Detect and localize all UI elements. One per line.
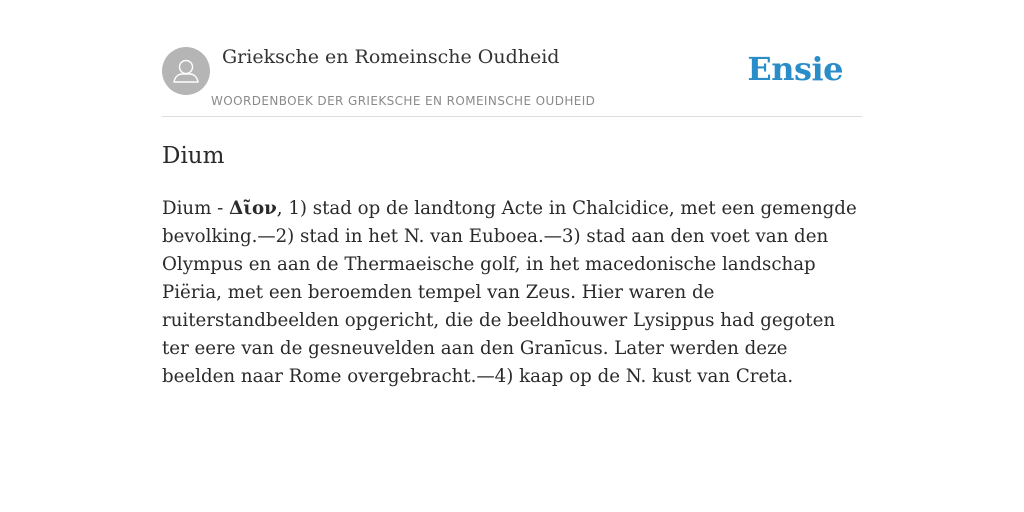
source-header [162, 0, 862, 117]
greek-term: Δῖον [229, 198, 277, 219]
user-icon [162, 47, 210, 95]
definition-term: Dium - [162, 198, 224, 219]
page-container [162, 0, 862, 391]
entry-definition [162, 195, 862, 391]
definition-body: , 1) stad op de landtong Acte in Chalcidice, met een gemengde bevolking.—2) stad in het N. van Euboea.—3) stad aan den voet van den Olympus en aan de Thermaeische golf, in het macedonische landschap Piëria, met een beroemden tempel van Zeus. Hier waren de ruiterstandbeelden opgericht, die de beeldhouwer Lysippus had gegoten ter eere van de gesneuvelden aan den Granīcus. Later werden deze beelden naar Rome overgebracht.—4) kaap op de N. kust van Creta. [162, 198, 857, 387]
ensie-logo[interactable]: Ensie [747, 50, 843, 88]
source-subtitle: WOORDENBOEK DER GRIEKSCHE EN ROMEINSCHE OUDHEID [211, 94, 596, 108]
source-avatar[interactable] [162, 47, 210, 95]
source-title-link[interactable]: Grieksche en Romeinsche Oudheid [222, 46, 560, 68]
entry-title: Dium [162, 143, 225, 169]
